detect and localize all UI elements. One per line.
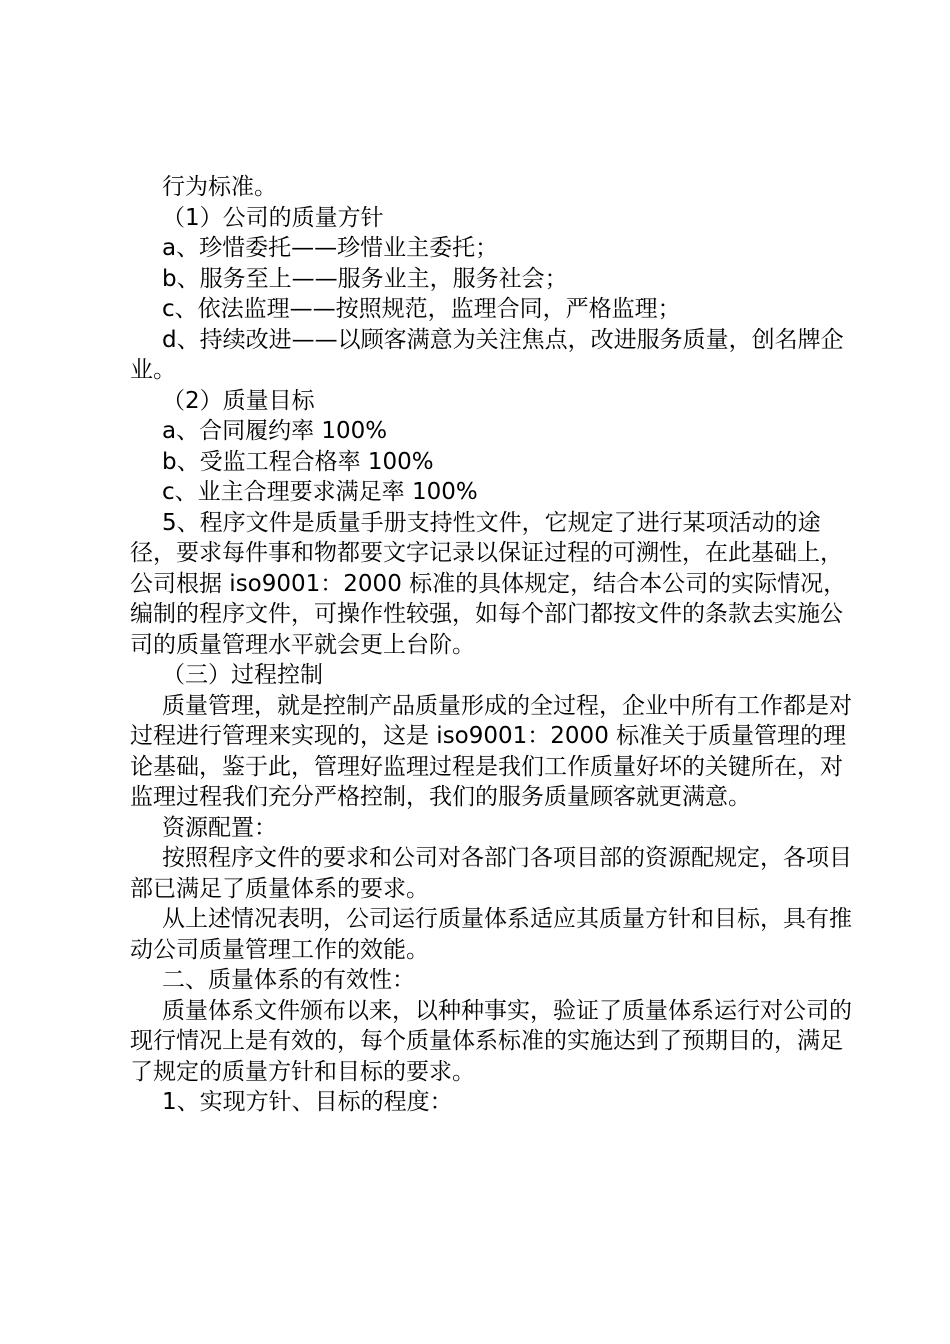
- list-item-policy-c: c、依法监理——按照规范，监理合同，严格监理；: [162, 296, 681, 322]
- document-body: [130, 172, 852, 1118]
- heading-quality-objectives: （2）质量目标: [162, 387, 315, 414]
- list-item-policy-d: d、持续改进——以顾客满意为关注焦点，改进服务质量，创名牌企业。: [130, 326, 844, 383]
- paragraph-behavior-standard: 行为标准。: [162, 174, 277, 200]
- list-item-objective-b: b、受监工程合格率 100%: [162, 448, 434, 475]
- list-item-policy-a: a、珍惜委托——珍惜业主委托；: [162, 235, 499, 261]
- heading-achievement-degree: 1、实现方针、目标的程度：: [162, 1089, 453, 1115]
- paragraph-conclusion: 从上述情况表明，公司运行质量体系适应其质量方针和目标，具有推动公司质量管理工作的效能。: [130, 906, 852, 963]
- paragraph-resource-allocation: 按照程序文件的要求和公司对各部门各项目部的资源配规定，各项目部已满足了质量体系的要求。: [130, 845, 852, 902]
- list-item-objective-c: c、业主合理要求满足率 100%: [162, 479, 478, 505]
- heading-system-effectiveness: 二、质量体系的有效性：: [162, 967, 415, 993]
- heading-quality-policy: （1）公司的质量方针: [162, 204, 384, 231]
- paragraph-quality-management: 质量管理，就是控制产品质量形成的全过程，企业中所有工作都是对过程进行管理来实现的，这是 iso9001：2000 标准关于质量管理的理论基础，鉴于此，管理好监理过程是我们工作质量好坏的关键所在，对监理过程我们充分严格控制，我们的服务质量顾客就更满意。: [130, 692, 852, 810]
- heading-process-control: （三）过程控制: [162, 662, 323, 688]
- heading-resource-allocation: 资源配置：: [162, 814, 277, 841]
- paragraph-system-effectiveness: 质量体系文件颁布以来，以种种事实，验证了质量体系运行对公司的现行情况上是有效的，每个质量体系标准的实施达到了预期目的，满足了规定的质量方针和目标的要求。: [130, 997, 852, 1085]
- list-item-policy-b: b、服务至上——服务业主，服务社会；: [162, 265, 568, 292]
- paragraph-procedure-documents: 5、程序文件是质量手册支持性文件，它规定了进行某项活动的途径，要求每件事和物都要文字记录以保证过程的可溯性，在此基础上，公司根据 iso9001：2000 标准的具体规定，结合本公司的实际情况，编制的程序文件，可操作性较强，如每个部门都按文件的条款去实施公司的质量管理水平就会更上台阶。: [130, 509, 847, 658]
- list-item-objective-a: a、合同履约率 100%: [162, 418, 388, 444]
